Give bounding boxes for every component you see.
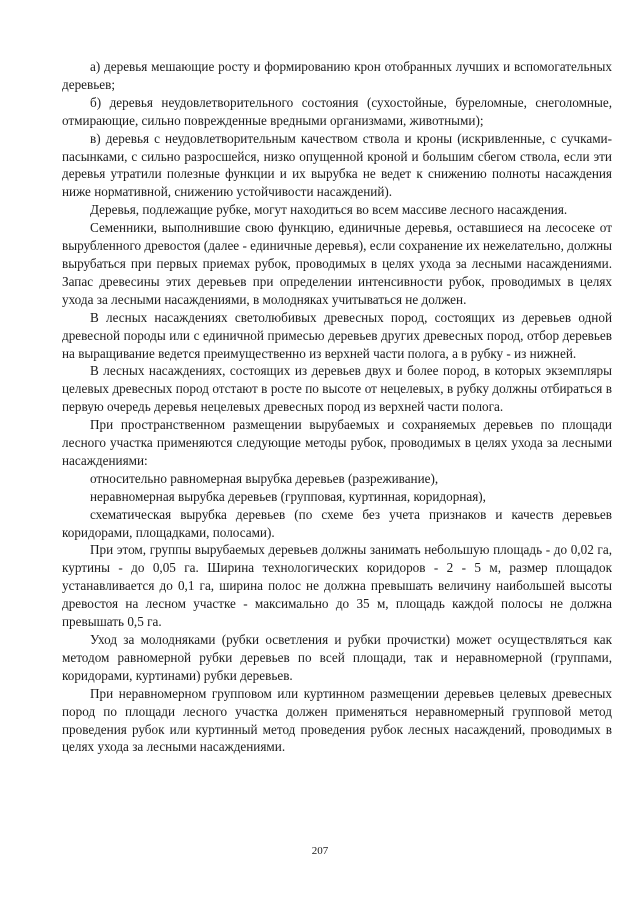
paragraph: В лесных насаждениях, состоящих из деревьев двух и более пород, в которых экземпляры целевых древесных пород отстают в росте по высоте от нецелевых, в рубку должны отбираться в первую очередь деревья нецелевых древесных пород из верхней части полога. bbox=[62, 363, 612, 415]
document-body bbox=[62, 58, 612, 756]
paragraph-item-b: б) деревья неудовлетворительного состояния (сухостойные, буреломные, снеголомные, отмирающие, сильно поврежденные вредными организмами, животными); bbox=[62, 94, 612, 128]
page-number: 207 bbox=[311, 845, 329, 857]
paragraph: При этом, группы вырубаемых деревьев должны занимать небольшую площадь - до 0,02 га, куртины - до 0,05 га. Ширина технологических коридоров - 2 - 5 м, размер площадок устанавливается до 0,1 га, ширина полос не должна превышать величину наибольшей высоты древостоя на лесном участке - максимально до 35 м, площадь каждой полосы не должна превышать 0,5 га. bbox=[62, 542, 612, 630]
paragraph-item-a: а) деревья мешающие росту и формированию крон отобранных лучших и вспомогательных деревьев; bbox=[62, 59, 612, 92]
list-item-method: неравномерная вырубка деревьев (групповая, куртинная, коридорная), bbox=[90, 488, 486, 504]
paragraph: При неравномерном групповом или куртинном размещении деревьев целевых древесных пород по площади лесного участка должен применяться неравномерный групповой метод проведения рубок или куртинный метод проведения рубок лесных насаждений, проводимых в целях ухода за лесными насаждениями. bbox=[62, 685, 612, 755]
list-item-method: схематическая вырубка деревьев (по схеме без учета признаков и качеств деревьев коридорами, площадками, полосами). bbox=[62, 506, 612, 540]
paragraph: Семенники, выполнившие свою функцию, единичные деревья, оставшиеся на лесосеке от вырубленного древостоя (далее - единичные деревья), если сохранение их нежелательно, должны вырубаться при первых приемах рубок, проводимых в целях ухода за лесными насаждениями. Запас древесины этих деревьев при определении интенсивности рубок, проводимых в целях ухода за лесными насаждениями, в молодняках учитываться не должен. bbox=[62, 220, 612, 307]
paragraph: При пространственном размещении вырубаемых и сохраняемых деревьев по площади лесного участка применяются следующие методы рубок, проводимых в целях ухода за лесными насаждениями: bbox=[62, 417, 612, 468]
paragraph: Уход за молодняками (рубки осветления и рубки прочистки) может осуществляться как методом равномерной рубки деревьев по всей площади, так и неравномерной (группами, коридорами, куртинами) рубки деревьев. bbox=[62, 632, 612, 683]
paragraph: Деревья, подлежащие рубке, могут находиться во всем массиве лесного насаждения. bbox=[90, 202, 568, 218]
paragraph: В лесных насаждениях светолюбивых древесных пород, состоящих из деревьев одной древесной породы или с единичной примесью деревьев других древесных пород, отбор деревьев на выращивание ведется преимущественно из верхней части полога, а в рубку - из нижней. bbox=[62, 309, 612, 361]
paragraph-item-v: в) деревья с неудовлетворительным качеством ствола и кроны (искривленные, с сучками-пасынками, с сильно разросшейся, низко опущенной кроной и большим сбегом ствола, если эти деревья утратили полезные функции и их вырубка не ведет к снижению полноты насаждения ниже нормативной, снижению устойчивости насаждений). bbox=[62, 130, 612, 200]
list-item-method: относительно равномерная вырубка деревьев (разреживание), bbox=[90, 470, 439, 486]
